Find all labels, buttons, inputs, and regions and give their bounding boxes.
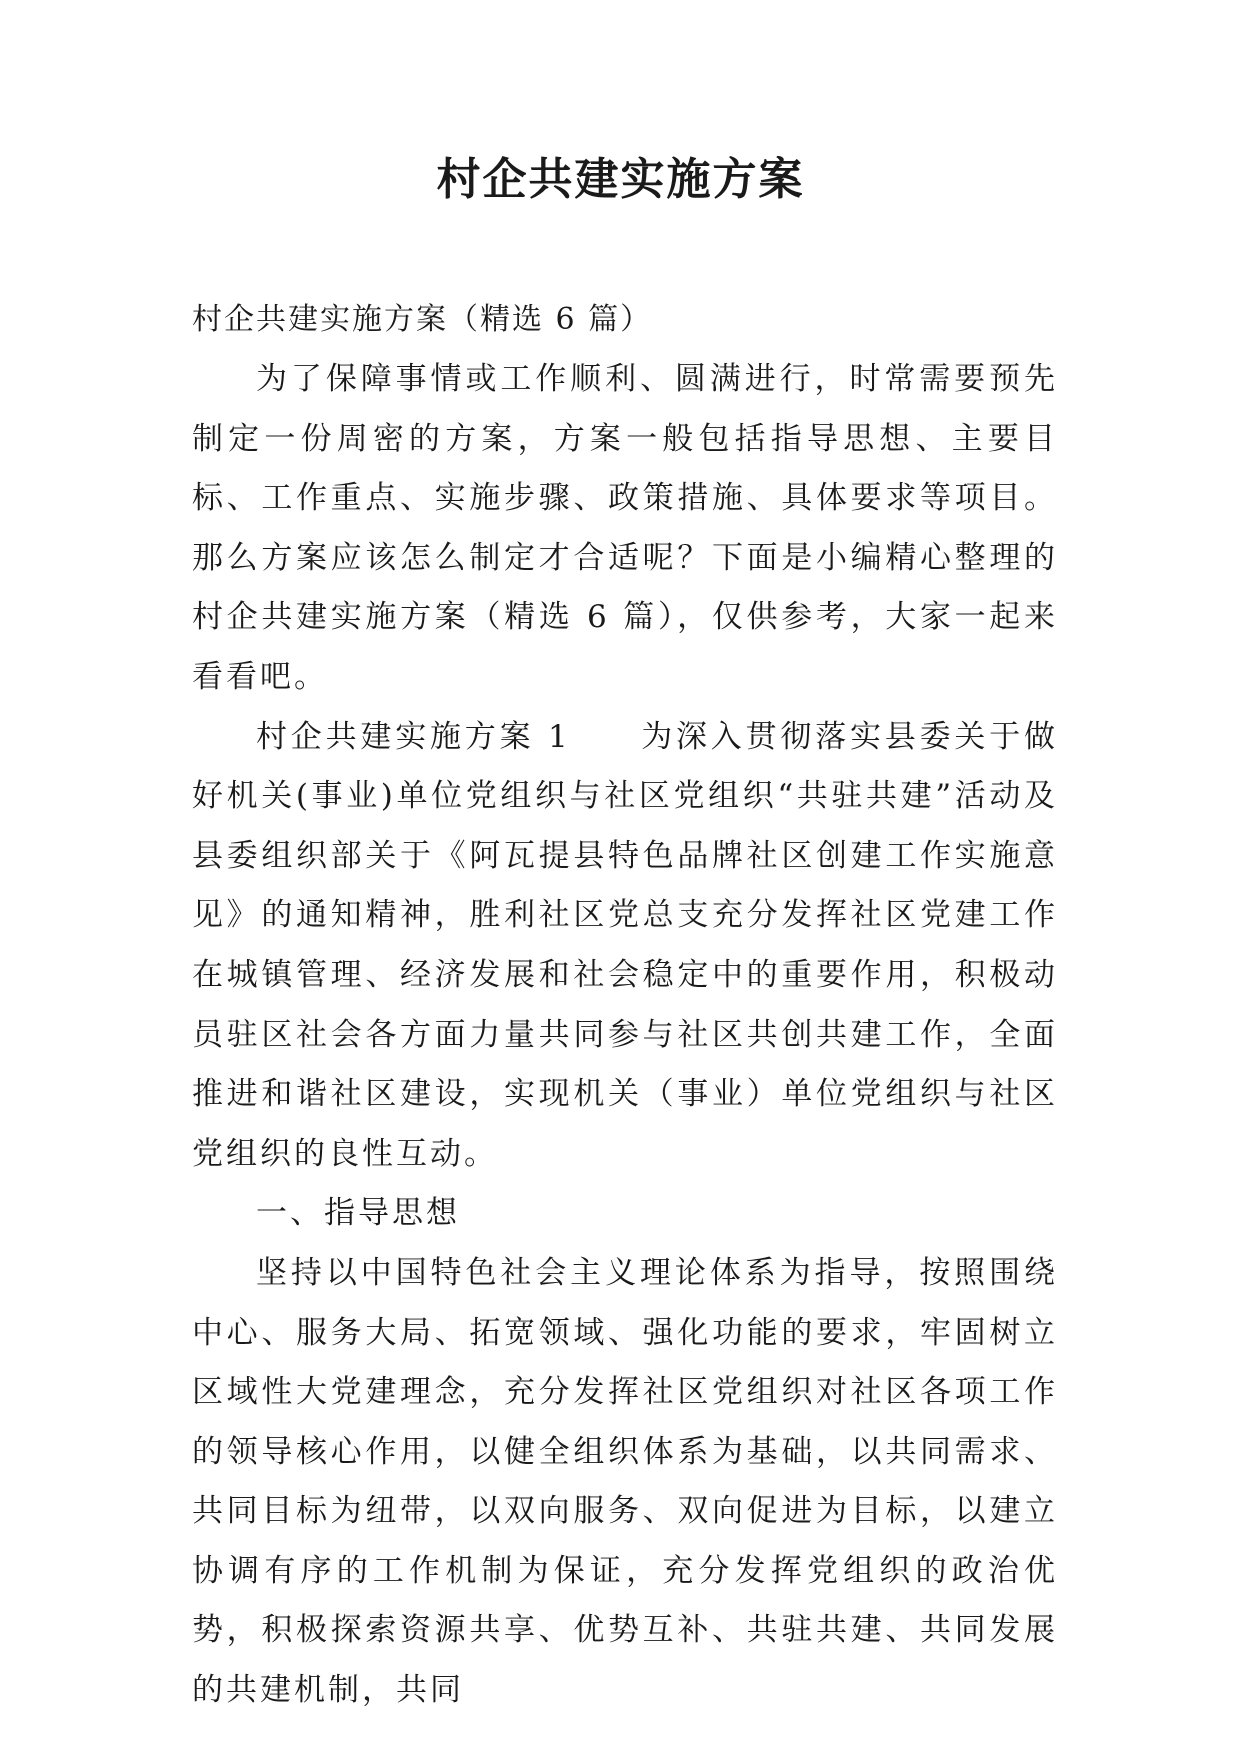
intro-paragraph: 为了保障事情或工作顺利、圆满进行，时常需要预先制定一份周密的方案，方案一般包括指导思想、主要目标、工作重点、实施步骤、政策措施、具体要求等项目。那么方案应该怎么制定才合适呢？下面是小编精心整理的村企共建实施方案（精选 6 篇），仅供参考，大家一起来看看吧。 bbox=[192, 361, 1058, 695]
plan-1-paragraph: 村企共建实施方案 1 为深入贯彻落实县委关于做好机关(事业)单位党组织与社区党组织“共驻共建”活动及县委组织部关于《阿瓦提县特色品牌社区创建工作实施意见》的通知精神，胜利社区党总支充分发挥社区党建工作在城镇管理、经济发展和社会稳定中的重要作用，积极动员驻区社会各方面力量共同参与社区共创共建工作，全面推进和谐社区建设，实现机关（事业）单位党组织与社区党组织的良性互动。 bbox=[192, 718, 1058, 1172]
document-subtitle: 村企共建实施方案（精选 6 篇） bbox=[192, 302, 653, 337]
document-title: 村企共建实施方案 bbox=[436, 154, 805, 205]
section-heading: 一、指导思想 bbox=[256, 1195, 460, 1232]
document-body bbox=[192, 290, 1058, 1721]
section-paragraph: 坚持以中国特色社会主义理论体系为指导，按照围绕中心、服务大局、拓宽领域、强化功能的要求，牢固树立区域性大党建理念，充分发挥社区党组织对社区各项工作的领导核心作用，以健全组织体系为基础，以共同需求、共同目标为纽带，以双向服务、双向促进为目标，以建立协调有序的工作机制为保证，充分发挥党组织的政治优势，积极探索资源共享、优势互补、共驻共建、共同发展的共建机制，共同 bbox=[192, 1254, 1058, 1709]
